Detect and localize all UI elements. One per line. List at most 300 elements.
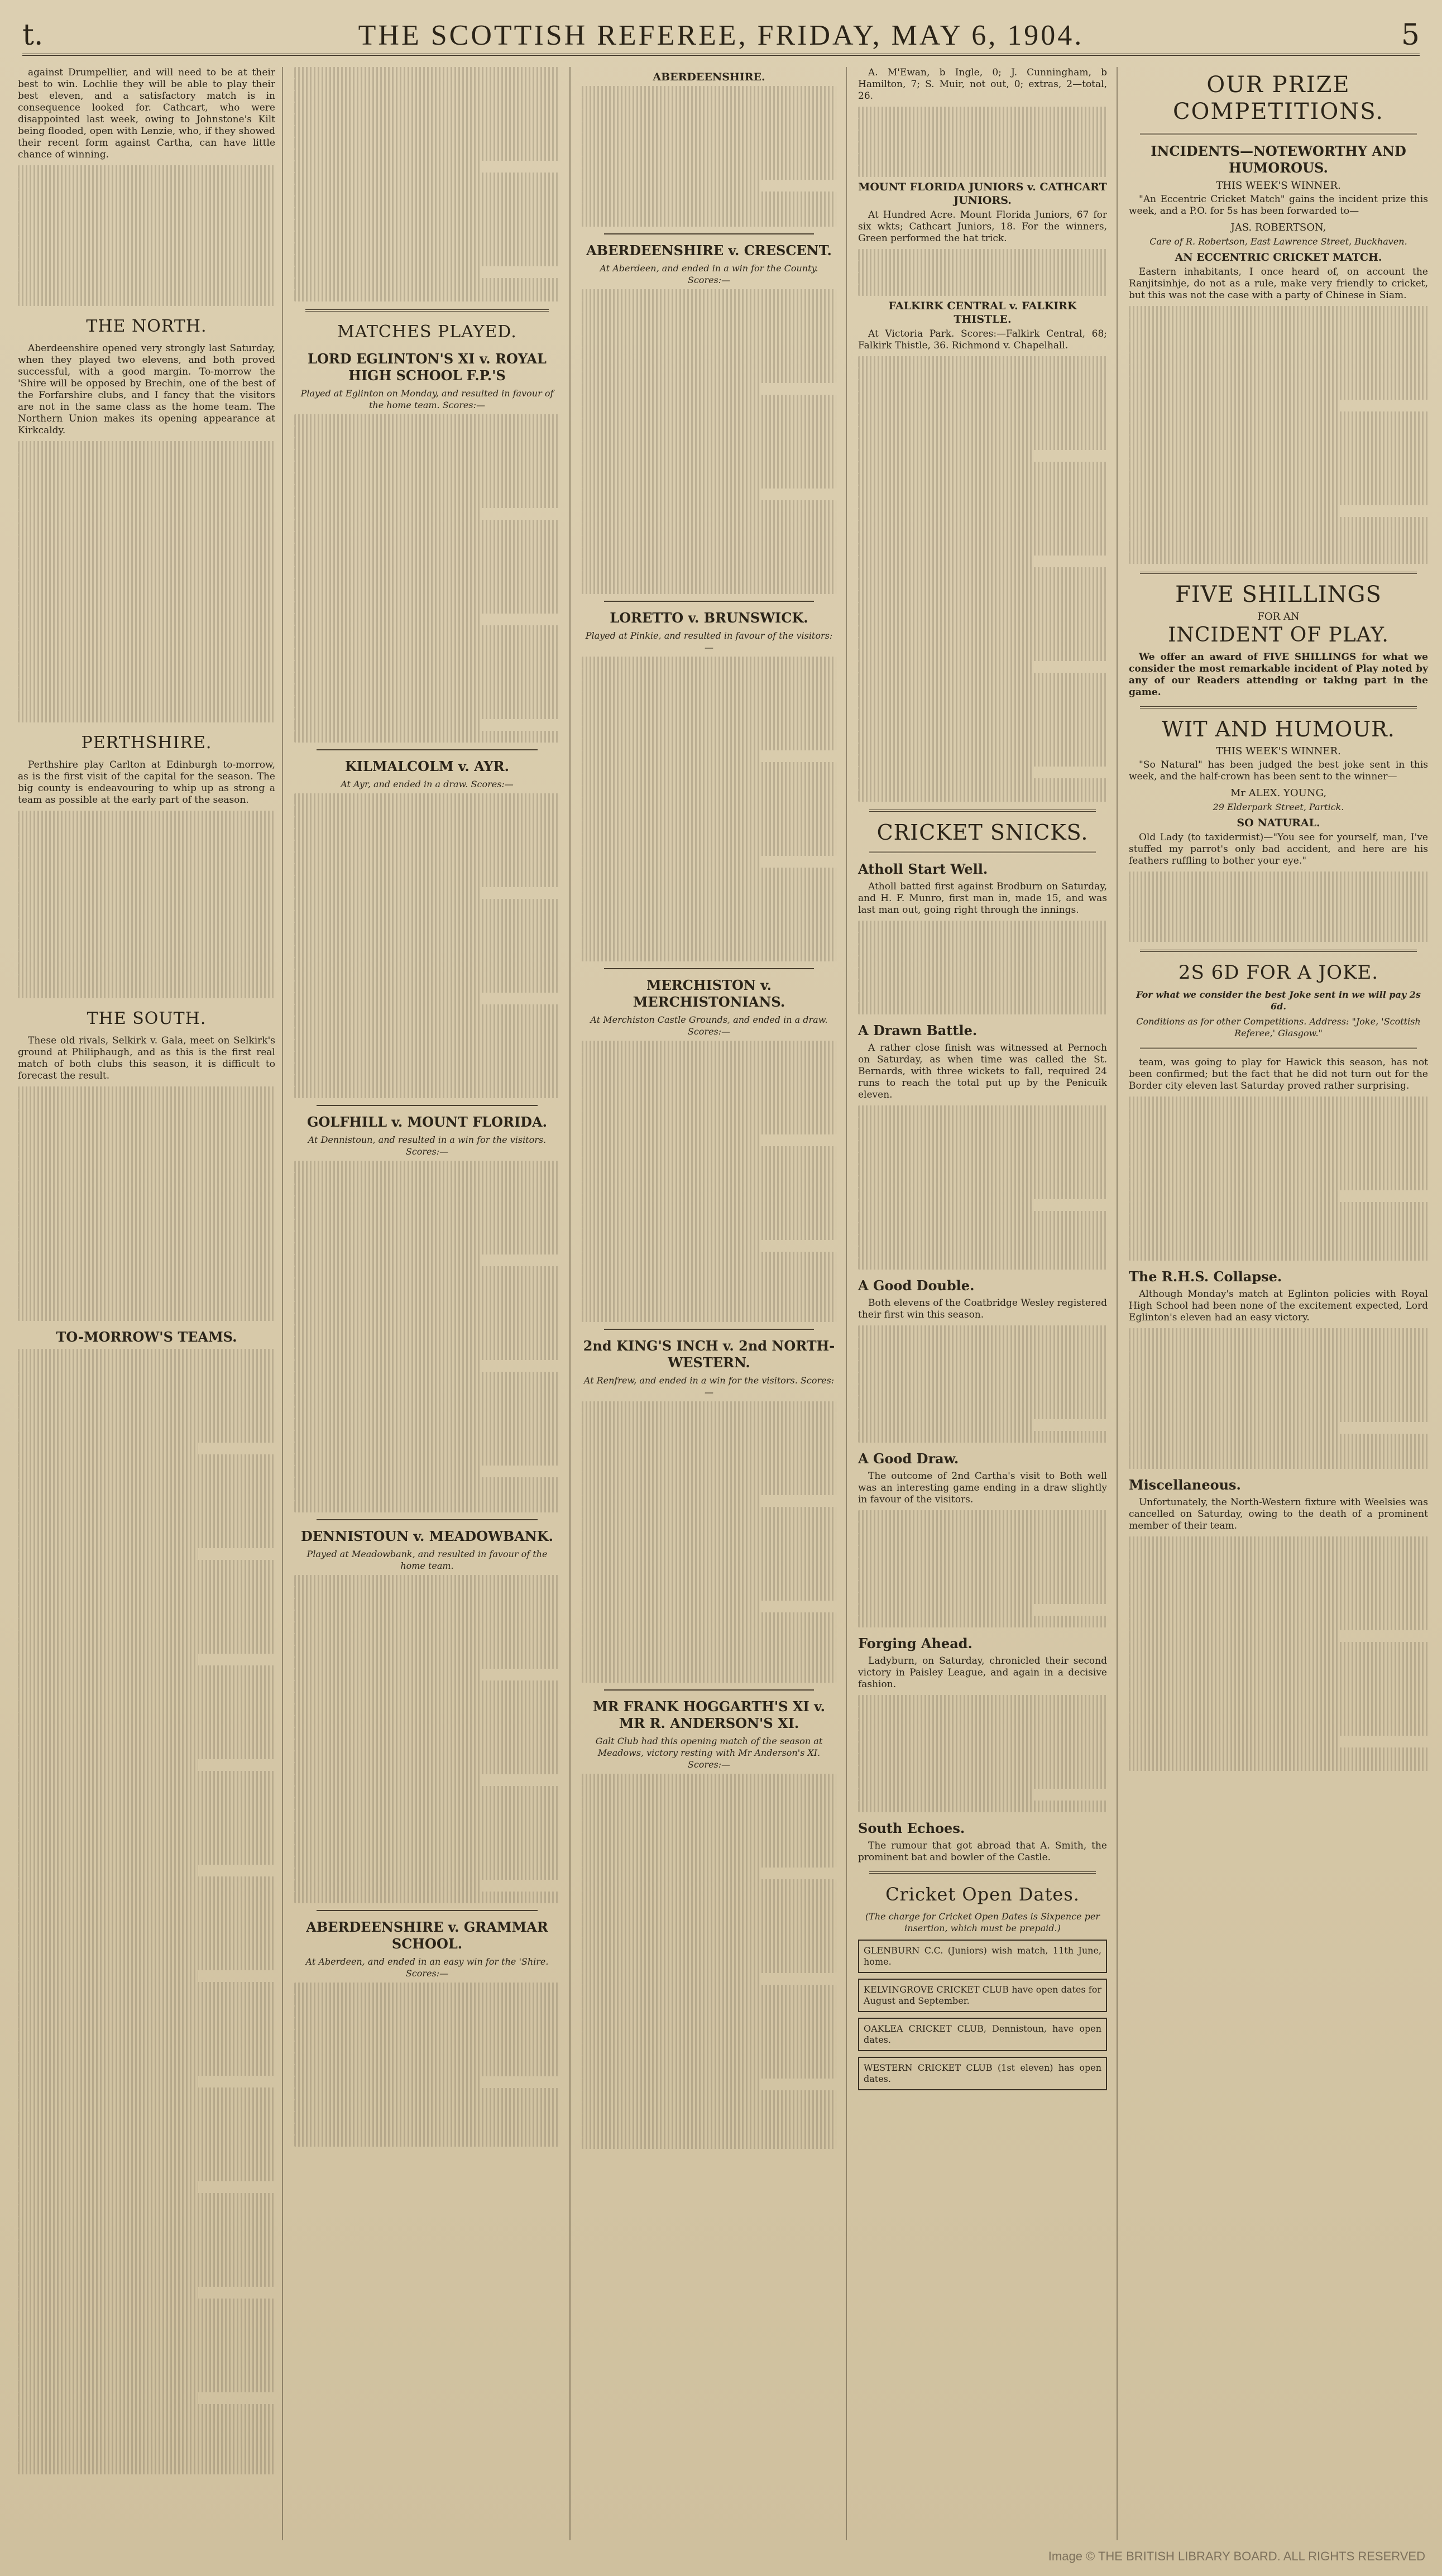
text-line <box>18 1747 275 1759</box>
text-line <box>294 266 480 278</box>
text-line <box>1129 930 1428 942</box>
text-line <box>858 497 1107 509</box>
match-heading: MOUNT FLORIDA JUNIORS v. CATHCART JUNIORS. <box>858 181 1107 207</box>
text-line <box>294 196 560 208</box>
text-line <box>1129 529 1428 540</box>
text-line <box>18 1794 275 1806</box>
text-line <box>18 1982 275 1994</box>
text-line <box>1129 435 1428 447</box>
text-line <box>294 508 480 520</box>
text-line <box>858 544 1107 556</box>
text-line <box>858 1592 1107 1604</box>
text-line <box>582 1472 836 1483</box>
text-line <box>18 2123 275 2134</box>
text-line <box>18 1689 275 1701</box>
text-line <box>18 1736 275 1747</box>
text-line <box>582 1146 836 1158</box>
text-line <box>18 2134 275 2146</box>
text-line <box>1129 458 1428 470</box>
text-line <box>582 1170 836 1181</box>
text-line <box>18 1712 275 1724</box>
winner-address: Care of R. Robertson, East Lawrence Street, Buckhaven. <box>1149 236 1407 247</box>
text-line <box>294 1634 560 1645</box>
match-subtitle: Galt Club had this opening match of the season at Meadows, victory resting with Mr Anderson's XI. Scores:— <box>595 1736 823 1770</box>
text-line <box>18 1923 275 1935</box>
text-line <box>858 1361 1107 1372</box>
text-line <box>18 2369 275 2381</box>
text-line <box>294 1833 560 1845</box>
text-line <box>294 1430 560 1442</box>
text-line <box>18 1478 275 1490</box>
text-line <box>582 774 836 786</box>
text-line <box>294 731 560 743</box>
text-line <box>294 1501 560 1512</box>
text-line <box>858 684 1107 696</box>
text-line <box>582 571 836 582</box>
text-line <box>582 98 836 109</box>
article-text: At Hundred Acre. Mount Florida Juniors, 67 for six wkts; Cathcart Juniors, 18. For the winners, Green performed the hat trick. <box>858 209 1107 244</box>
text-line <box>294 590 560 602</box>
text-line <box>582 727 836 739</box>
text-line <box>582 383 760 395</box>
text-line <box>18 2357 275 2369</box>
text-line <box>582 489 760 500</box>
text-line <box>18 2381 275 2392</box>
text-line <box>1129 470 1428 482</box>
text-line <box>18 2263 275 2275</box>
text-line <box>582 2125 836 2137</box>
text-line <box>294 520 560 532</box>
text-line <box>582 2043 836 2055</box>
text-line <box>294 1278 560 1290</box>
text-line <box>858 1419 1032 1431</box>
text-line <box>1129 1689 1428 1701</box>
so-natural-heading: SO NATURAL. <box>1237 817 1320 829</box>
text-line <box>582 762 836 774</box>
text-line <box>18 1701 275 1712</box>
text-line <box>18 1490 275 1501</box>
match-subtitle: Played at Pinkie, and resulted in favour of the visitors:— <box>585 630 833 653</box>
text-line <box>858 1199 1032 1211</box>
text-line <box>582 2114 836 2125</box>
text-line <box>858 1789 1032 1801</box>
wit-humour-heading: WIT AND HUMOUR. <box>1162 717 1395 741</box>
text-line <box>294 911 560 922</box>
text-line <box>294 817 560 829</box>
five-shillings-heading: FIVE SHILLINGS <box>1175 582 1382 607</box>
snick-body <box>858 1695 1107 1812</box>
text-line <box>858 1801 1107 1812</box>
text-line <box>1129 1143 1428 1155</box>
article-intro: A. M'Ewan, b Ingle, 0; J. Cunningham, b Hamilton, 7; S. Muir, not out, 0; extras, 2—total, 26. <box>858 67 1107 102</box>
text-line <box>294 1040 560 1051</box>
text-line <box>1129 1560 1428 1572</box>
text-line <box>582 1401 836 1413</box>
section-heading-south: THE SOUTH. <box>87 1009 207 1028</box>
match-heading: 2nd KING'S INCH v. 2nd NORTH-WESTERN. <box>583 1338 835 1371</box>
text-line <box>18 1654 198 1665</box>
column-5 <box>1122 61 1435 2540</box>
text-line <box>582 1052 836 1064</box>
text-line <box>294 1184 560 1196</box>
text-line <box>18 1783 275 1794</box>
so-natural-text: Old Lady (to taxidermist)—"You see for yourself, man, I've stuffed my parrot's only bad accident, and here are his feathers ruffling to bother your eye." <box>1129 832 1428 866</box>
text-line <box>582 406 836 418</box>
text-line <box>582 512 836 524</box>
text-line <box>858 731 1107 743</box>
text-line <box>294 2135 560 2147</box>
text-line <box>294 1704 560 1716</box>
text-line <box>294 981 560 993</box>
text-line <box>18 2322 275 2334</box>
text-line <box>294 1845 560 1856</box>
text-line <box>582 547 836 559</box>
text-line <box>858 778 1107 790</box>
text-line <box>858 626 1107 638</box>
text-line <box>294 149 560 161</box>
text-line <box>582 914 836 926</box>
text-line <box>294 1395 560 1407</box>
text-line <box>1129 1214 1428 1225</box>
text-line <box>858 1742 1107 1754</box>
text-line <box>294 485 560 496</box>
text-line <box>18 2275 275 2287</box>
text-line <box>18 1419 275 1431</box>
text-line <box>582 2079 760 2090</box>
text-line <box>18 2064 275 2076</box>
text-line <box>858 415 1107 427</box>
text-line <box>858 1695 1107 1707</box>
match-heading: ABERDEENSHIRE v. GRAMMAR SCHOOL. <box>306 1919 548 1952</box>
text-line <box>582 1973 760 1985</box>
text-line <box>18 2076 198 2087</box>
text-line <box>294 2053 560 2065</box>
text-line <box>858 968 1107 979</box>
text-line <box>1129 1202 1428 1214</box>
text-line <box>582 559 836 571</box>
text-line <box>582 453 836 465</box>
article-text: team, was going to play for Hawick this season, has not been confirmed; but the fact that he did not turn out for the Border city eleven last Saturday proved rather surprising. <box>1129 1057 1428 1091</box>
text-line <box>858 602 1107 614</box>
so-natural-body <box>1129 872 1428 942</box>
text-line <box>1129 1583 1428 1595</box>
text-line <box>582 938 836 950</box>
text-line <box>294 1645 560 1657</box>
section-heading-perthshire: PERTHSHIRE. <box>81 733 212 753</box>
text-line <box>582 1659 836 1671</box>
text-line <box>18 2404 275 2416</box>
text-line <box>18 1841 275 1853</box>
text-line <box>582 109 836 121</box>
masthead <box>22 17 1420 56</box>
text-line <box>294 946 560 957</box>
text-line <box>858 1246 1107 1258</box>
article-perthshire: Perthshire play Carlton at Edinburgh to-morrow, as is the first visit of the capital for the season. The big county is endeavouring to whip up as strong a team as possible at the early part of the season. <box>18 759 275 806</box>
text-line <box>1129 353 1428 365</box>
text-line <box>294 90 560 102</box>
text-line <box>582 1240 760 1252</box>
text-line <box>18 1959 275 1970</box>
open-date-ad: OAKLEA CRICKET CLUB, Dennistoun, have open dates. <box>858 2018 1107 2051</box>
text-line <box>1129 1759 1428 1771</box>
section-heading-teams: TO-MORROW'S TEAMS. <box>56 1329 237 1345</box>
text-line <box>18 2170 275 2181</box>
misc-body <box>1129 1536 1428 1771</box>
text-line <box>1129 365 1428 376</box>
text-line <box>582 832 836 844</box>
text-line <box>858 485 1107 497</box>
text-line <box>858 755 1107 767</box>
text-line <box>582 1519 836 1530</box>
scorecard <box>582 657 836 961</box>
text-line <box>582 477 836 489</box>
text-line <box>294 102 560 114</box>
text-line <box>18 1560 275 1572</box>
text-line <box>294 1243 560 1255</box>
text-line <box>1129 1340 1428 1352</box>
text-line <box>582 1228 836 1240</box>
text-line <box>858 1522 1107 1534</box>
open-dates-note: (The charge for Cricket Open Dates is Sixpence per insertion, which must be prepaid.) <box>865 1911 1100 1933</box>
text-line <box>294 1809 560 1821</box>
text-line <box>582 1554 836 1565</box>
text-line <box>582 1448 836 1460</box>
text-line <box>582 1577 836 1589</box>
text-line <box>294 660 560 672</box>
text-line <box>582 1193 836 1205</box>
section-heading-matches: MATCHES PLAYED. <box>337 322 517 342</box>
text-line <box>582 1985 836 1996</box>
text-line <box>858 921 1107 932</box>
text-line <box>294 614 480 625</box>
text-line <box>582 121 836 133</box>
text-line <box>582 2055 836 2067</box>
text-line <box>294 1786 560 1798</box>
match-heading: GOLFHILL v. MOUNT FLORIDA. <box>307 1114 547 1130</box>
text-line <box>858 1396 1107 1407</box>
text-line <box>858 614 1107 626</box>
text-line <box>1129 1536 1428 1548</box>
text-line <box>294 1348 560 1360</box>
text-line <box>582 1601 760 1612</box>
text-line <box>858 556 1032 567</box>
text-line <box>1129 1434 1428 1445</box>
text-line <box>18 2216 275 2228</box>
text-line <box>294 864 560 875</box>
snick-text: A rather close finish was witnessed at Pernoch on Saturday, as when time was called the St. Bernards, with three wickets to fall, required 24 runs to reach the total put up by the Penicuik eleven. <box>858 1042 1107 1100</box>
text-line <box>18 1642 275 1654</box>
text-line <box>858 1234 1107 1246</box>
text-line <box>18 2029 275 2041</box>
text-line <box>582 289 836 301</box>
text-line <box>1129 1422 1338 1434</box>
text-line <box>858 1384 1107 1396</box>
text-line <box>294 1383 560 1395</box>
text-line <box>582 1217 836 1228</box>
text-line <box>18 2099 275 2111</box>
text-line <box>1129 306 1428 318</box>
text-line <box>294 137 560 149</box>
text-line <box>582 430 836 442</box>
text-line <box>582 1158 836 1170</box>
text-line <box>582 86 836 98</box>
text-line <box>582 1299 836 1310</box>
text-line <box>582 809 836 821</box>
text-line <box>18 1583 275 1595</box>
text-line <box>582 324 836 336</box>
text-line <box>582 668 836 680</box>
text-line <box>18 1853 275 1865</box>
text-line <box>294 184 560 196</box>
text-line <box>294 1751 560 1763</box>
text-line <box>582 797 836 809</box>
match-heading: MR FRANK HOGGARTH'S XI v. MR R. ANDERSON'S XI. <box>592 1698 825 1731</box>
text-line <box>858 991 1107 1003</box>
text-line <box>294 1266 560 1278</box>
eccentric-text: Eastern inhabitants, I once heard of, on account the Ranjitsinhje, do not as a rule, make very friendly to cricket, but this was not the case with a party of Chinese in Siam. <box>1129 266 1428 301</box>
text-line <box>582 879 836 891</box>
text-line <box>858 1557 1107 1569</box>
snick-body <box>858 921 1107 1014</box>
text-line <box>582 2102 836 2114</box>
text-line <box>294 875 560 887</box>
text-line <box>294 231 560 243</box>
text-line <box>1129 1155 1428 1167</box>
text-line <box>858 956 1107 968</box>
text-line <box>1129 1328 1428 1340</box>
article-intro: against Drumpellier, and will need to be at their best to win. Lochlie they will be able to play their best eleven, and a satisfactory match is in consequence looked for. Cathcart, who were disappointed last week, owing to Johnstone's Kilt being flooded, open with Lenzie, who, if they showed their recent form against Cartha, can have little chance of winning. <box>18 67 275 160</box>
rhs-text: Although Monday's match at Eglinton policies with Royal High School had been none of the excitement expected, Lord Eglinton's eleven had an easy victory. <box>1129 1289 1428 1323</box>
text-line <box>294 449 560 461</box>
scorecard <box>582 1774 836 2149</box>
text-line <box>1129 329 1428 341</box>
text-line <box>1129 1724 1428 1736</box>
text-line <box>18 2005 275 2017</box>
snick-heading: A Good Draw. <box>858 1450 959 1467</box>
text-line <box>582 1844 836 1856</box>
text-line <box>582 1425 836 1437</box>
text-line <box>294 173 560 184</box>
text-line <box>858 1223 1107 1234</box>
text-line <box>582 465 836 477</box>
text-line <box>858 1176 1107 1188</box>
text-line <box>582 715 836 727</box>
text-line <box>582 348 836 360</box>
text-line <box>294 1407 560 1419</box>
snick-text: Atholl batted first against Brodburn on Saturday, and H. F. Munro, first man in, made 15, and was last man out, going right through the innings. <box>858 881 1107 916</box>
text-line <box>858 462 1107 473</box>
incident-of-play-heading: INCIDENT OF PLAY. <box>1168 624 1389 647</box>
text-line <box>858 450 1032 462</box>
text-line <box>582 1064 836 1076</box>
text-line <box>582 926 836 938</box>
text-line <box>582 336 836 348</box>
text-line <box>294 1575 560 1587</box>
text-line <box>18 2205 275 2216</box>
text-line <box>858 1152 1107 1164</box>
snick-text: The rumour that got abroad that A. Smith, the prominent bat and bowler of the Castle. <box>858 1840 1107 1863</box>
match-heading: ABERDEENSHIRE v. CRESCENT. <box>586 242 832 258</box>
text-line <box>582 1903 836 1914</box>
text-line <box>1129 400 1338 411</box>
text-line <box>582 2008 836 2020</box>
text-line <box>1129 1410 1428 1422</box>
text-line <box>582 1891 836 1903</box>
text-line <box>858 1003 1107 1014</box>
text-line <box>18 1454 275 1466</box>
text-line <box>294 1208 560 1219</box>
text-line <box>294 2123 560 2135</box>
text-line <box>294 2088 560 2100</box>
text-line <box>858 1349 1107 1361</box>
article-text: At Victoria Park. Scores:—Falkirk Central, 68; Falkirk Thistle, 36. Richmond v. Chapelhall. <box>858 328 1107 351</box>
text-line <box>582 133 836 145</box>
text-line <box>294 1086 560 1098</box>
open-date-ad: KELVINGROVE CRICKET CLUB have open dates for August and September. <box>858 1979 1107 2012</box>
text-line <box>582 1252 836 1263</box>
text-line <box>1129 494 1428 505</box>
text-line <box>294 829 560 840</box>
text-line <box>294 1477 560 1489</box>
scorecard <box>294 414 560 743</box>
text-line <box>18 1830 275 1841</box>
text-line <box>294 1868 560 1880</box>
text-line <box>1129 1595 1428 1607</box>
text-line <box>294 1880 480 1892</box>
text-line <box>582 1832 836 1844</box>
text-line <box>294 1313 560 1325</box>
text-line <box>18 2310 275 2322</box>
text-line <box>294 461 560 473</box>
text-line <box>294 1622 560 1634</box>
text-line <box>294 1798 560 1809</box>
text-line <box>294 1598 560 1610</box>
scorecard <box>582 1041 836 1322</box>
text-line <box>294 414 560 426</box>
text-line <box>18 1384 275 1396</box>
text-line <box>582 156 836 168</box>
text-line <box>582 1111 836 1123</box>
prize-competitions-heading: OUR PRIZE COMPETITIONS. <box>1173 72 1384 125</box>
text-line <box>582 680 836 692</box>
text-line <box>582 395 836 406</box>
text-line <box>858 932 1107 944</box>
text-line <box>18 2017 275 2029</box>
text-line <box>294 161 480 173</box>
text-line <box>294 2041 560 2053</box>
snick-heading: A Good Double. <box>858 1277 975 1294</box>
text-line <box>858 380 1107 391</box>
scorecard <box>294 793 560 1098</box>
text-line <box>582 1648 836 1659</box>
text-line <box>1129 1665 1428 1677</box>
text-line <box>858 1545 1107 1557</box>
text-line <box>582 1856 836 1868</box>
joke-heading: 2S 6D FOR A JOKE. <box>1178 961 1379 984</box>
copyright-watermark: Image © THE BRITISH LIBRARY BOARD. ALL RIGHTS RESERVED <box>1048 2549 1425 2563</box>
text-line <box>294 1774 480 1786</box>
text-line <box>18 1466 275 1478</box>
text-line <box>1129 1399 1428 1410</box>
text-line <box>294 1983 560 1994</box>
text-line <box>294 934 560 946</box>
text-line <box>1129 1445 1428 1457</box>
masthead-title: THE SCOTTISH REFEREE, FRIDAY, MAY 6, 1904. <box>358 19 1084 51</box>
text-line <box>294 2100 560 2111</box>
text-line <box>582 692 836 703</box>
text-line <box>1129 918 1428 930</box>
text-line <box>18 1431 275 1443</box>
